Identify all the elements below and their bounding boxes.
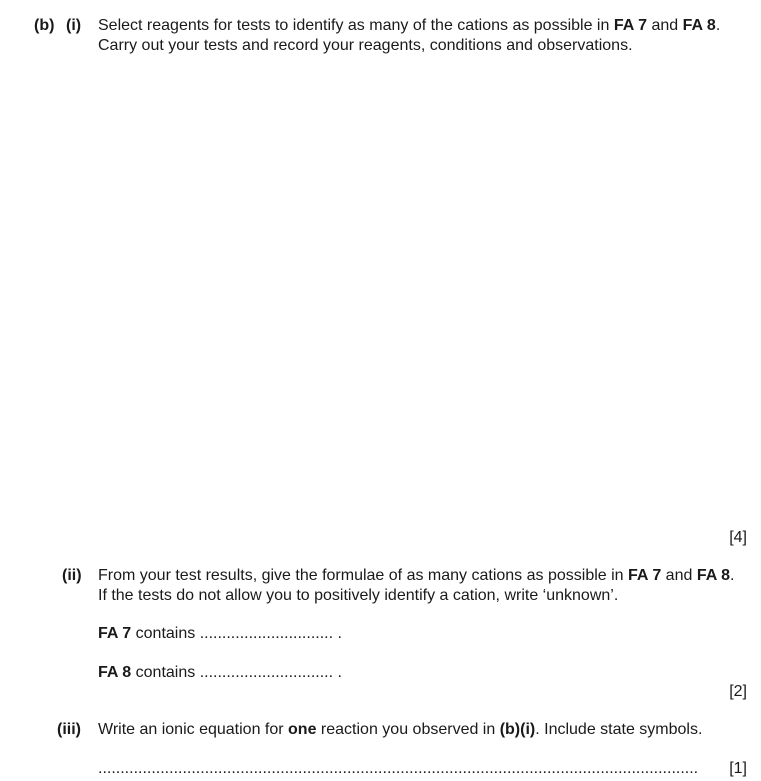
fa8-contains-text: contains [131, 664, 200, 681]
fa7-answer-row [98, 625, 342, 643]
fa8-end: . [333, 664, 342, 681]
question-text: . [715, 17, 721, 34]
fa8-answer-row [98, 664, 342, 682]
fa8-answer-blank[interactable]: .............................. [199, 664, 334, 681]
fa7-contains-text: contains [131, 625, 200, 642]
emphasis-one: one [288, 721, 317, 738]
question-ii-line1 [98, 567, 734, 585]
question-label-iii: (iii) [57, 721, 81, 738]
question-text: . Include state symbols. [535, 721, 703, 738]
marks-ii: [2] [729, 683, 747, 700]
marks-b-i: [4] [729, 529, 747, 546]
question-label-ii: (ii) [62, 567, 82, 584]
fa7-answer-blank[interactable]: .............................. [199, 625, 334, 642]
question-b-i-line2: Carry out your tests and record your reagents, conditions and observations. [98, 37, 633, 54]
fa7-label: FA 7 [98, 625, 132, 642]
question-text: and [647, 17, 683, 34]
sample-fa8: FA 8 [696, 567, 731, 584]
question-text: Write an ionic equation for [98, 721, 289, 738]
fa7-end: . [333, 625, 342, 642]
question-text: and [661, 567, 697, 584]
sample-fa7: FA 7 [613, 17, 648, 34]
question-text: Select reagents for tests to identify as many of the cations as possible in [98, 17, 614, 34]
question-b-i-line1 [98, 17, 720, 35]
fa8-label: FA 8 [98, 664, 132, 681]
question-ii-line2: If the tests do not allow you to positively identify a cation, write ‘unknown’. [98, 587, 619, 604]
marks-iii: [1] [729, 760, 747, 777]
answer-space-b-i[interactable] [98, 70, 738, 510]
question-label-b: (b) [34, 17, 55, 34]
question-label-i: (i) [66, 17, 82, 34]
question-reference: (b)(i) [499, 721, 536, 738]
sample-fa8: FA 8 [682, 17, 716, 34]
answer-line-iii[interactable]: ....................................................................................................................................... [98, 760, 699, 777]
question-text: reaction you observed in [316, 721, 500, 738]
sample-fa7: FA 7 [628, 567, 662, 584]
question-iii-text [98, 721, 702, 739]
question-text: From your test results, give the formulae of as many cations as possible in [98, 567, 629, 584]
question-text: . [730, 567, 735, 584]
